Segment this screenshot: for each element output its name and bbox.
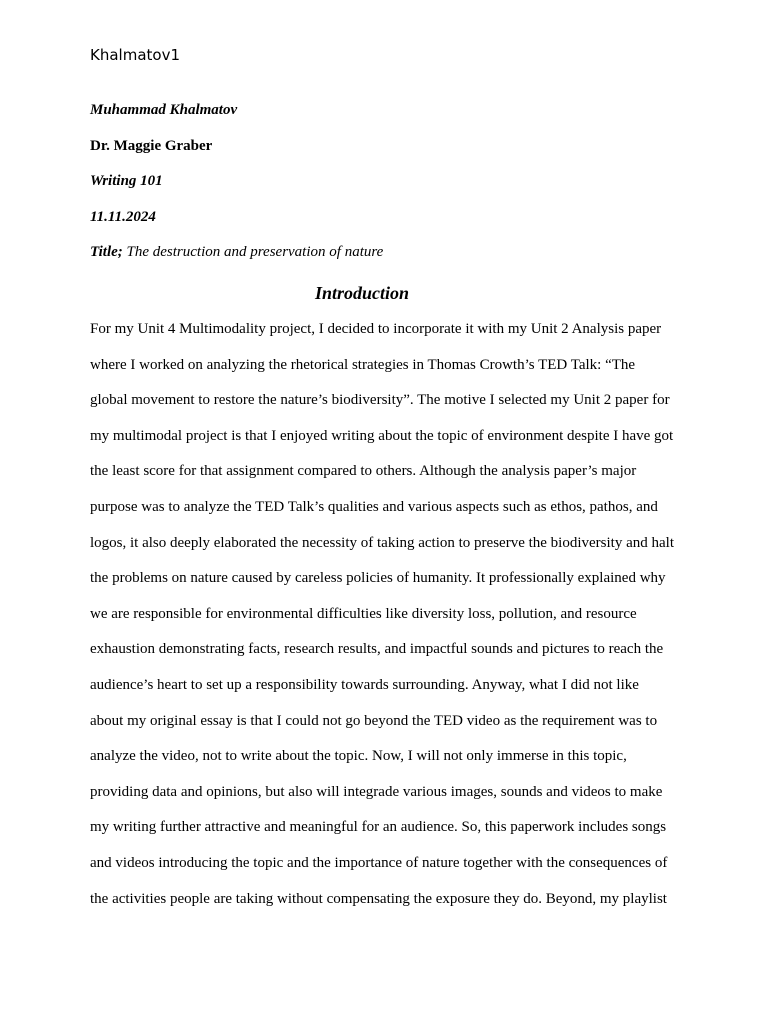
paper-title: The destruction and preservation of nature — [122, 244, 384, 260]
body-line: where I worked on analyzing the rhetorical strategies in Thomas Crowth’s TED Talk: “The — [90, 356, 636, 373]
course-name: Writing 101 — [90, 173, 163, 189]
body-line: analyze the video, not to write about the topic. Now, I will not only immerse in this topic, — [90, 748, 627, 765]
body-line: about my original essay is that I could not go beyond the TED video as the requirement was to — [90, 712, 658, 729]
running-header: Khalmatov1 — [90, 46, 180, 64]
body-line: For my Unit 4 Multimodality project, I decided to incorporate it with my Unit 2 Analysis paper — [90, 321, 662, 337]
body-line: we are responsible for environmental difficulties like diversity loss, pollution, and resource — [90, 605, 637, 622]
body-line: exhaustion demonstrating facts, research results, and impactful sounds and pictures to reach the — [90, 641, 664, 658]
body-line: providing data and opinions, but also will integrade various images, sounds and videos to make — [90, 783, 663, 800]
body-line: logos, it also deeply elaborated the necessity of taking action to preserve the biodiversity and halt — [90, 534, 674, 551]
body-line: the problems on nature caused by careless policies of humanity. It professionally explained why — [90, 570, 666, 587]
author-name: Muhammad Khalmatov — [90, 102, 238, 118]
body-line: my multimodal project is that I enjoyed writing about the topic of environment despite I have got — [90, 427, 674, 444]
body-paragraph — [90, 319, 690, 924]
body-line: and videos introducing the topic and the importance of nature together with the consequences of — [90, 854, 668, 871]
body-line: purpose was to analyze the TED Talk’s qualities and various aspects such as ethos, pathos, and — [90, 498, 658, 515]
title-label: Title; — [90, 244, 123, 260]
paper-title-line — [90, 242, 383, 262]
paper-date: 11.11.2024 — [90, 209, 156, 225]
section-heading: Introduction — [314, 283, 410, 303]
body-line: my writing further attractive and meaningful for an audience. So, this paperwork includes songs — [90, 819, 667, 836]
body-line: global movement to restore the nature’s biodiversity”. The motive I selected my Unit 2 paper for — [90, 392, 670, 409]
body-line: the activities people are taking without compensating the exposure they do. Beyond, my playlist — [90, 890, 667, 907]
body-line: the least score for that assignment compared to others. Although the analysis paper’s major — [90, 463, 637, 480]
body-line: audience’s heart to set up a responsibility towards surrounding. Anyway, what I did not like — [90, 676, 639, 693]
instructor-name: Dr. Maggie Graber — [90, 138, 213, 154]
